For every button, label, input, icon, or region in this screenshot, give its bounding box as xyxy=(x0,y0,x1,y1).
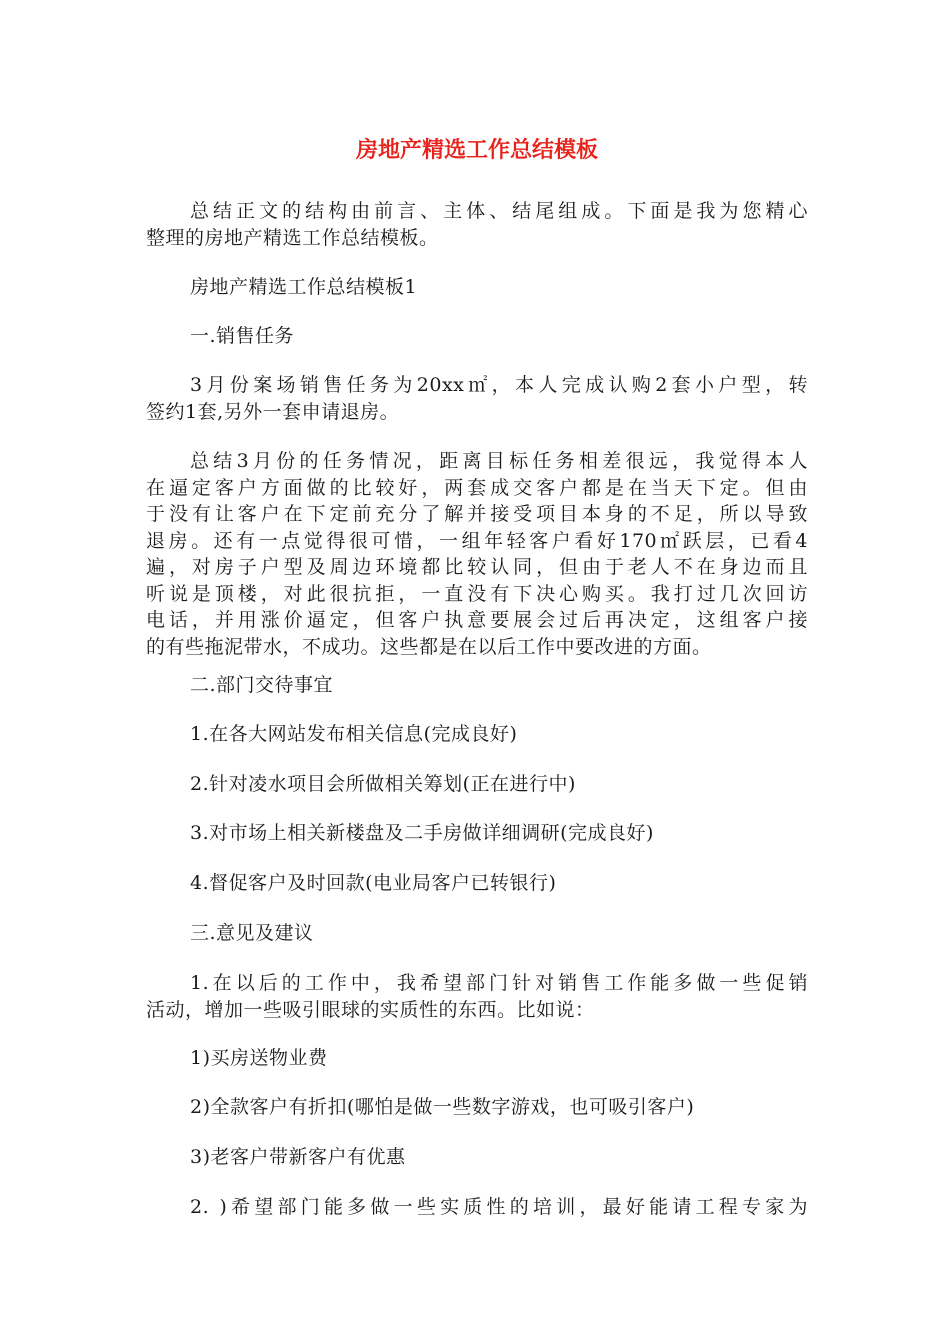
suggestion-paragraph xyxy=(146,970,808,1023)
section-heading-department xyxy=(146,672,808,699)
text-line: 退房。还有一点觉得很可惜，一组年轻客户看好170㎡跃层，已看4 xyxy=(146,529,808,552)
text-line: 二.部门交待事宜 xyxy=(190,674,334,696)
list-item xyxy=(146,870,808,897)
text-line: 遍，对房子户型及周边环境都比较认同，但由于老人不在身边而且 xyxy=(146,556,808,578)
text-line: 活动，增加一些吸引眼球的实质性的东西。比如说： xyxy=(146,998,595,1021)
section-heading-template-1 xyxy=(146,274,808,301)
summary-paragraph xyxy=(146,448,808,660)
text-line: 在逼定客户方面做的比较好，两套成交客户都是在当天下定。但由 xyxy=(146,476,808,499)
text-line: 1.在各大网站发布相关信息(完成良好) xyxy=(190,723,518,745)
list-item xyxy=(146,721,808,748)
text-line: 总结3月份的任务情况，距离目标任务相差很远，我觉得本人 xyxy=(190,450,808,472)
list-item xyxy=(146,1144,808,1171)
training-paragraph xyxy=(146,1194,808,1221)
text-line: 3)老客户带新客户有优惠 xyxy=(190,1146,406,1168)
section-heading-sales-task xyxy=(146,323,808,350)
text-line: 1)买房送物业费 xyxy=(190,1047,328,1069)
list-item xyxy=(146,771,808,798)
list-item xyxy=(146,820,808,847)
section-heading-suggestions xyxy=(146,920,808,947)
text-line: 2. )希望部门能多做一些实质性的培训，最好能请工程专家为 xyxy=(190,1196,808,1218)
sales-task-paragraph xyxy=(146,372,808,425)
document-title: 房地产精选工作总结模板 xyxy=(355,138,598,163)
text-line: 1.在以后的工作中，我希望部门针对销售工作能多做一些促销 xyxy=(190,972,808,994)
text-line: 听说是顶楼，对此很抗拒，一直没有下决心购买。我打过几次回访 xyxy=(146,582,808,605)
text-line: 整理的房地产精选工作总结模板。 xyxy=(146,226,439,249)
text-line: 2.针对凌水项目会所做相关筹划(正在进行中) xyxy=(190,773,576,795)
text-line: 三.意见及建议 xyxy=(190,922,314,944)
text-line: 4.督促客户及时回款(电业局客户已转银行) xyxy=(190,872,557,894)
text-line: 3.对市场上相关新楼盘及二手房做详细调研(完成良好) xyxy=(190,822,654,844)
text-line: 签约1套,另外一套申请退房。 xyxy=(146,400,400,423)
text-line: 于没有让客户在下定前充分了解并接受项目本身的不足，所以导致 xyxy=(146,503,808,525)
text-line: 总结正文的结构由前言、主体、结尾组成。下面是我为您精心 xyxy=(190,200,808,222)
text-line: 房地产精选工作总结模板1 xyxy=(190,276,418,298)
text-line: 电话，并用涨价逼定，但客户执意要展会过后再决定，这组客户接 xyxy=(146,609,808,631)
text-line: 一.销售任务 xyxy=(190,325,295,347)
intro-paragraph xyxy=(146,198,808,251)
text-line: 的有些拖泥带水，不成功。这些都是在以后工作中要改进的方面。 xyxy=(146,635,712,658)
text-line: 2)全款客户有折扣(哪怕是做一些数字游戏，也可吸引客户) xyxy=(190,1096,695,1118)
text-line: 3月份案场销售任务为20xx㎡，本人完成认购2套小户型，转 xyxy=(190,374,808,396)
list-item xyxy=(146,1094,808,1121)
list-item xyxy=(146,1045,808,1072)
